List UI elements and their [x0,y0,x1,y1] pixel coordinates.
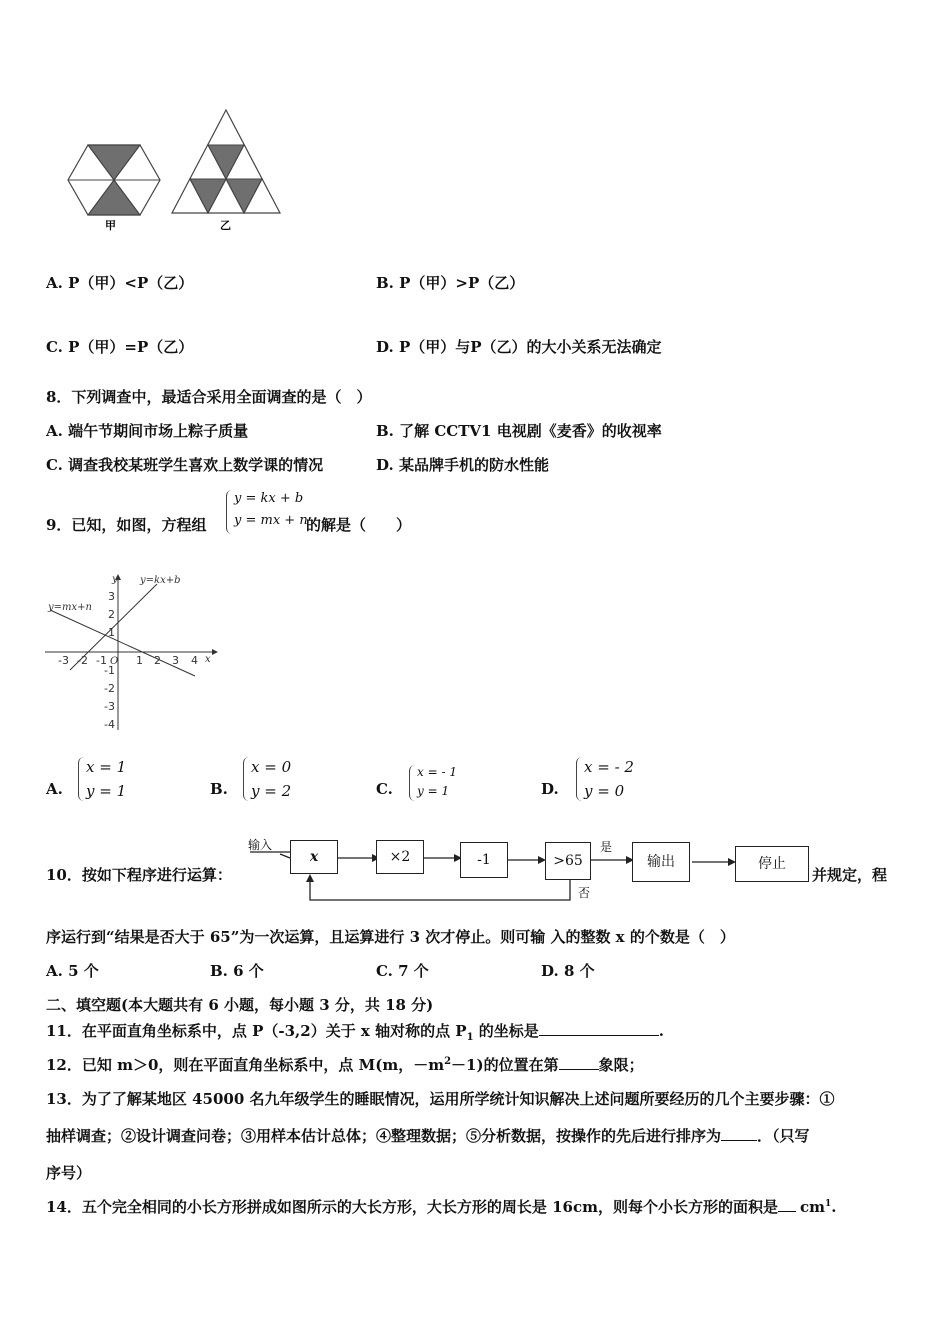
q7-option-a-text: P（甲）<P（乙） [68,274,194,292]
q9-option-c-y: y = 1 [417,784,450,798]
q8-option-a [46,420,248,441]
q7-option-c-letter: C. [46,338,63,356]
flow-box-gt65-text: >65 [553,853,583,869]
q10-option-d [541,960,595,981]
q11-suffix: 的坐标是 [473,1022,539,1040]
figure-jia [68,145,160,215]
q10-option-d-text: 8 个 [563,962,595,980]
figure-yi-label: 乙 [220,219,231,232]
q8-option-c [46,454,323,475]
q7-option-c [46,336,193,357]
q9-eq1: y = kx + b [234,491,304,506]
q10-option-c-text: 7 个 [398,962,429,980]
q9-option-b-letter: B. [210,780,228,798]
flow-box-output-text: 输出 [647,854,675,870]
q8-option-b-text: 了解 CCTV1 电视剧《麦香》的收视率 [399,422,662,440]
q11 [46,1020,664,1043]
q7-option-a [46,272,193,293]
y-tick: -4 [104,718,115,731]
q8-option-b [376,420,662,441]
q9-option-a [78,755,148,803]
q7-option-d-letter: D. [376,338,394,356]
q14 [46,1196,837,1217]
q13-line2 [46,1125,810,1146]
flow-box-minus1-text: -1 [477,852,491,868]
q12 [46,1054,644,1075]
q12-prefix: 12．已知 m＞0，则在平面直角坐标系中，点 M(m，－m [46,1056,445,1074]
q14-sup: 1 [825,1199,832,1209]
figure-jia-label: 甲 [105,219,116,232]
q8-option-d-letter: D. [376,456,394,474]
q9-graph [40,570,230,740]
probability-figures [60,105,300,235]
q7-option-a-letter: A. [46,274,63,292]
q11-sub: 1 [466,1032,474,1043]
q10-option-a [46,960,99,981]
q9-option-c [409,763,479,803]
q13-line3: 序号） [46,1164,92,1182]
x-tick: 1 [136,654,143,667]
q9-option-b [243,755,313,803]
q7-option-b [376,272,524,293]
x-axis-label: x [205,654,211,665]
q12-mid: －1)的位置在第 [451,1056,559,1074]
q9-eq2: y = mx + n [234,513,308,528]
q13-line1: 13．为了了解某地区 45000 名九年级学生的睡眠情况，运用所学统计知识解决上述问题所要经历的几个主要步骤：① [46,1090,835,1108]
figure-yi [172,110,280,213]
q13-line2-prefix: 抽样调查；②设计调查问卷；③用样本估计总体；④整理数据；⑤分析数据，按操作的先后进行排序为 [46,1127,722,1145]
flow-box-times2-text: ×2 [389,849,411,865]
y-tick: -3 [104,700,115,713]
q12-sup: 2 [444,1056,452,1067]
q9-stem-prefix: 9．已知，如图，方程组 [46,516,207,534]
flow-box-x [290,840,338,874]
q10-option-c-letter: C. [376,962,393,980]
y-axis-label: y [112,574,118,585]
q8-option-b-letter: B. [376,422,394,440]
q10-option-a-letter: A. [46,962,63,980]
q8-option-d-text: 某品牌手机的防水性能 [398,456,549,474]
q9-option-d-letter: D. [541,780,559,798]
flow-input-label: 输入 [248,838,273,852]
q8-stem: 8．下列调查中，最适合采用全面调查的是（ ） [46,388,372,406]
q14-answer-blank[interactable] [778,1211,796,1212]
q14-prefix: 14．五个完全相同的小长方形拼成如图所示的大长方形，大长方形的周长是 16cm，则每个小长方形的面积是 [46,1198,778,1216]
q7-option-d [376,336,662,357]
q10-line2: 序运行到“结果是否大于 65”为一次运算，且运算进行 3 次才停止。则可输 入的整数 x 的个数是（ ） [46,928,735,946]
q10-stem-prefix: 10．按如下程序进行运算： [46,866,232,884]
q14-end: . [831,1198,837,1216]
flow-no-label: 否 [578,886,591,900]
flow-yes-label: 是 [600,840,613,854]
q8-option-a-text: 端午节期间市场上粽子质量 [68,422,249,440]
q8-option-c-letter: C. [46,456,63,474]
q9-option-c-letter: C. [376,780,393,798]
flow-box-output [632,842,690,882]
q11-answer-blank[interactable] [539,1035,659,1036]
y-tick: -2 [104,682,115,695]
q9-option-a-letter: A. [46,780,63,798]
q10-option-a-text: 5 个 [68,962,99,980]
y-tick: 2 [108,608,115,621]
flow-box-x-text: x [309,849,319,865]
x-tick: 2 [154,654,161,667]
flow-box-stop [735,846,809,882]
x-tick: -2 [77,654,88,667]
label-kx-b: y=kx+b [140,575,181,586]
q9-option-d [576,755,656,803]
q9-option-a-y: y = 1 [86,782,127,800]
q7-option-c-text: P（甲）=P（乙） [68,338,194,356]
q8-option-c-text: 调查我校某班学生喜欢上数学课的情况 [68,456,324,474]
x-tick: -1 [96,654,107,667]
q8-option-d [376,454,549,475]
y-tick: 1 [108,626,115,639]
q7-option-d-text: P（甲）与P（乙）的大小关系无法确定 [398,338,662,356]
x-tick: 3 [172,654,179,667]
flow-box-times2 [376,840,424,874]
q14-unit: cm [799,1198,825,1216]
q10-option-b [210,960,264,981]
q10-option-b-text: 6 个 [233,962,264,980]
q10-option-d-letter: D. [541,962,559,980]
q9-option-d-y: y = 0 [584,782,625,800]
q7-option-b-text: P（甲）>P（乙） [399,274,525,292]
q10-stem-suffix: 并规定，程 [812,866,888,884]
y-tick: 3 [108,590,115,603]
q11-end: . [658,1022,665,1040]
q9-equation-system [226,488,316,536]
y-tick: -1 [104,664,115,677]
flow-box-stop-text: 停止 [758,856,786,872]
x-tick: -3 [58,654,69,667]
label-mx-n: y=mx+n [48,602,92,613]
q13-answer-blank[interactable] [721,1140,757,1141]
q9-option-b-y: y = 2 [251,782,292,800]
q11-prefix: 11．在平面直角坐标系中，点 P（-3,2）关于 x 轴对称的点 P [46,1022,467,1040]
q10-option-c [376,960,429,981]
q7-option-b-letter: B. [376,274,394,292]
x-tick: 4 [191,654,198,667]
q9-option-d-x: x = - 2 [584,758,634,776]
q9-stem-suffix: 的解是（ ） [306,516,412,534]
q10-option-b-letter: B. [210,962,228,980]
q12-answer-blank[interactable] [559,1069,599,1070]
flow-box-minus1 [460,842,508,878]
q9-option-a-x: x = 1 [86,758,127,776]
q9-option-b-x: x = 0 [251,758,292,776]
q8-option-a-letter: A. [46,422,63,440]
flow-box-gt65 [545,842,591,880]
q9-option-c-x: x = - 1 [417,765,457,779]
q12-suffix: 象限； [598,1056,644,1074]
q13-line2-suffix: ．（只写 [757,1127,810,1145]
section2-heading: 二、填空题(本大题共有 6 小题，每小题 3 分，共 18 分) [46,996,434,1014]
origin-label: O [110,656,119,667]
